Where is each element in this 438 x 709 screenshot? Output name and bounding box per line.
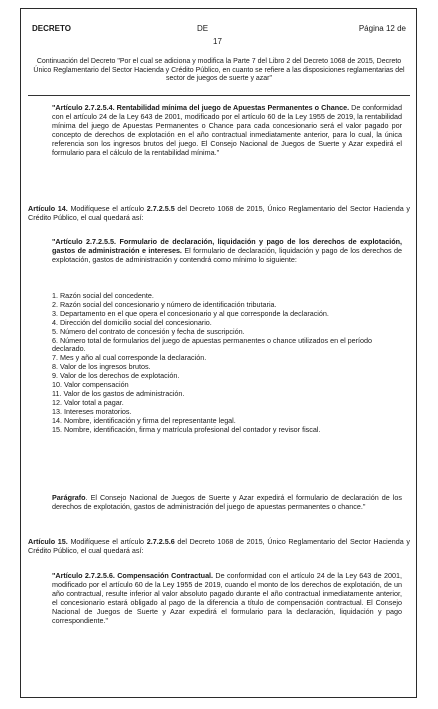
article-14-label: Artículo 14. bbox=[28, 204, 68, 213]
header-de: DE bbox=[197, 24, 209, 33]
article-2-7-2-5-6-title: "Artículo 2.7.2.5.6. Compensación Contractual. bbox=[52, 571, 214, 580]
paragrafo-label: Parágrafo bbox=[52, 493, 86, 502]
paragrafo bbox=[52, 494, 402, 512]
list-item: 4. Dirección del domicilio social del concesionario. bbox=[52, 317, 212, 327]
list-item: 14. Nombre, identificación y firma del representante legal. bbox=[52, 415, 236, 425]
header-page-number: Página 12 de bbox=[358, 24, 406, 33]
list-item: 11. Valor de los gastos de administración. bbox=[52, 388, 185, 398]
article-14-ref: 2.7.2.5.5 bbox=[146, 204, 175, 213]
header-page-total: 17 bbox=[213, 37, 222, 46]
article-15-ref: 2.7.2.5.6 bbox=[146, 537, 175, 546]
continuation-title: Continuación del Decreto "Por el cual se adiciona y modifica la Parte 7 del Libro 2 del Decreto 1068 de 2015, Decreto Único Reglamentario del Sector Hacienda y Crédito Público, en cuanto se refiere a las disposiciones reglamentarias del sector de juegos de suerte y azar" bbox=[33, 58, 405, 82]
list-item: 6. Número total de formularios del juego de apuestas permanentes o chance utilizados en el período declarado. bbox=[52, 335, 373, 354]
article-2-7-2-5-4 bbox=[52, 104, 402, 157]
article-2-7-2-5-5-title: "Artículo 2.7.2.5.5. Formulario de declaración, liquidación y pago de los derechos de explotación, gastos de administración e intereses. bbox=[52, 237, 402, 255]
article-15-post: del Decreto 1068 de 2015, Único Reglamentario del Sector Hacienda y Crédito Público, el cual quedará así: bbox=[28, 537, 410, 555]
list-item: 12. Valor total a pagar. bbox=[52, 397, 124, 407]
list-item: 7. Mes y año al cual corresponde la declaración. bbox=[52, 353, 207, 363]
article-15-pre: Modifíquese el artículo bbox=[67, 537, 147, 546]
header-divider bbox=[28, 95, 410, 96]
paragrafo-body: . El Consejo Nacional de Juegos de Suerte y Azar expedirá el formulario de declaración de los derechos de explotación, gastos de administración del juego de apuestas permanentes o chance." bbox=[52, 493, 402, 511]
header-decreto: DECRETO bbox=[32, 24, 71, 33]
list-item: 2. Razón social del concesionario y número de identificación tributaria. bbox=[52, 299, 277, 309]
article-14-pre: Modifíquese el artículo bbox=[67, 204, 147, 213]
list-item: 15. Nombre, identificación, firma y matrícula profesional del contador y revisor fiscal. bbox=[52, 424, 321, 434]
list-item: 5. Número del contrato de concesión y fecha de suscripción. bbox=[52, 326, 245, 336]
article-15 bbox=[28, 538, 410, 556]
article-14 bbox=[28, 205, 410, 223]
article-2-7-2-5-5 bbox=[52, 238, 402, 265]
list-item: 13. Intereses moratorios. bbox=[52, 406, 132, 416]
article-2-7-2-5-5-body: El formulario de declaración, liquidación y pago de los derechos de explotación, gastos de administración y contendrá como mínimo lo siguiente: bbox=[52, 245, 402, 264]
article-2-7-2-5-4-title: "Artículo 2.7.2.5.4. Rentabilidad mínima del juego de Apuestas Permanentes o Chance. bbox=[52, 103, 350, 112]
list-item: 3. Departamento en el que opera el concesionario y al que corresponde la declaración. bbox=[52, 308, 329, 318]
article-2-7-2-5-4-body: De conformidad con el artículo 24 de la Ley 643 de 2001, modificado por el artículo 60 de la Ley 1955 de 2019, la rentabilidad mínima del juego de Apuestas Permanentes o Chance para cada concesionario será el valor pagado por concepto de derechos de explotación en el año contractual inmediatamente anterior, para lo cual, la única referencia son los ingresos brutos del juego. El Consejo Nacional de Juegos de Suerte y Azar expedirá el formulario para el cálculo de la rentabilidad mínima." bbox=[52, 103, 403, 157]
article-14-post: del Decreto 1068 de 2015, Único Reglamentario del Sector Hacienda y Crédito Público, el cual quedará así: bbox=[28, 204, 410, 222]
article-15-label: Artículo 15. bbox=[28, 537, 68, 546]
list-item: 1. Razón social del concedente. bbox=[52, 291, 154, 300]
list-item: 10. Valor compensación bbox=[52, 380, 129, 390]
requirements-list bbox=[52, 292, 402, 435]
article-2-7-2-5-6-body: De conformidad con el artículo 24 de la Ley 643 de 2001, modificado por el artículo 60 de la Ley 1955 de 2019, cuando el monto de los derechos de explotación, de un año contractual, resulte inferior al valor absoluto pagado durante el año contractual inmediatamente anterior, el concesionario estará obligado al pago de la diferencia a título de compensación contractual. El Consejo Nacional de Juegos de Suerte y Azar expedirá el formulario para la declaración, liquidación y pago correspondiente." bbox=[52, 571, 402, 625]
list-item: 9. Valor de los derechos de explotación. bbox=[52, 371, 180, 381]
article-2-7-2-5-6 bbox=[52, 572, 402, 625]
list-item: 8. Valor de los ingresos brutos. bbox=[52, 362, 151, 372]
